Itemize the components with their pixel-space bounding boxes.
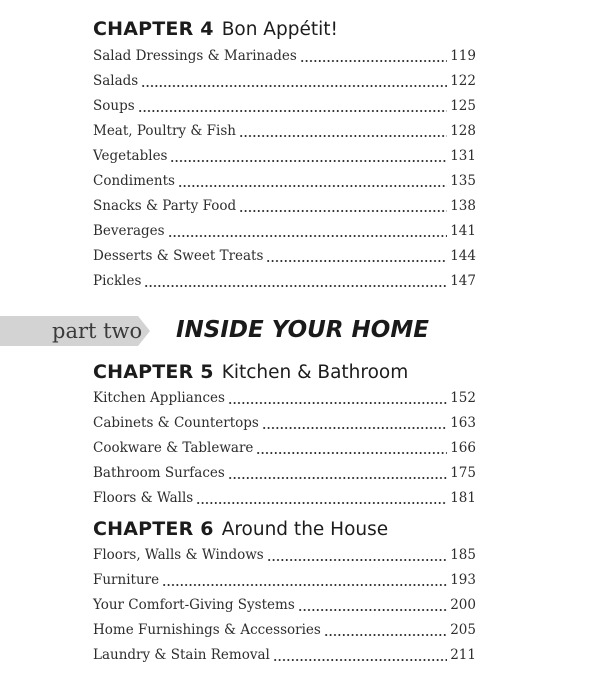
dot-leader bbox=[228, 402, 447, 404]
entry-title: Cabinets & Countertops bbox=[93, 415, 259, 431]
entry-title: Salads bbox=[93, 73, 139, 89]
chapter-title: Kitchen & Bathroom bbox=[221, 362, 409, 383]
toc-entry[interactable] bbox=[93, 593, 476, 618]
dot-leader bbox=[141, 85, 447, 87]
toc-entry[interactable] bbox=[93, 194, 476, 219]
entry-title: Furniture bbox=[93, 572, 160, 588]
toc-entry[interactable] bbox=[93, 461, 476, 486]
chapter-title: Around the House bbox=[221, 519, 389, 540]
chapter-5-heading bbox=[93, 361, 408, 389]
dot-leader bbox=[196, 502, 447, 504]
entry-title: Home Furnishings & Accessories bbox=[93, 622, 321, 638]
entry-title: Cookware & Tableware bbox=[93, 440, 254, 456]
entry-title: Bathroom Surfaces bbox=[93, 465, 225, 481]
chapter-number: CHAPTER 4 bbox=[93, 18, 214, 40]
dot-leader bbox=[170, 160, 447, 162]
toc-entry[interactable] bbox=[93, 244, 476, 269]
entry-title: Floors, Walls & Windows bbox=[93, 547, 264, 563]
toc-entry[interactable] bbox=[93, 486, 476, 511]
toc-entry[interactable] bbox=[93, 643, 476, 668]
entry-title: Your Comfort-Giving Systems bbox=[93, 597, 295, 613]
dot-leader bbox=[138, 110, 448, 112]
dot-leader bbox=[256, 452, 447, 454]
entry-title: Snacks & Party Food bbox=[93, 198, 237, 214]
toc-entry[interactable] bbox=[93, 69, 476, 94]
entry-page: 141 bbox=[450, 223, 476, 239]
dot-leader bbox=[266, 260, 447, 262]
chapter-4-entries bbox=[93, 44, 476, 294]
entry-title: Pickles bbox=[93, 273, 142, 289]
part-title: INSIDE YOUR HOME bbox=[176, 317, 429, 343]
entry-page: 128 bbox=[450, 123, 476, 139]
entry-title: Soups bbox=[93, 98, 135, 114]
entry-title: Vegetables bbox=[93, 148, 168, 164]
entry-title: Beverages bbox=[93, 223, 165, 239]
entry-page: 135 bbox=[450, 173, 476, 189]
entry-page: 122 bbox=[450, 73, 476, 89]
entry-page: 200 bbox=[450, 597, 476, 613]
part-label: part two bbox=[52, 319, 143, 343]
entry-page: 166 bbox=[450, 440, 476, 456]
entry-page: 181 bbox=[450, 490, 476, 506]
entry-page: 131 bbox=[450, 148, 476, 164]
dot-leader bbox=[144, 285, 447, 287]
dot-leader bbox=[300, 60, 447, 62]
toc-entry[interactable] bbox=[93, 119, 476, 144]
entry-page: 205 bbox=[450, 622, 476, 638]
toc-entry[interactable] bbox=[93, 44, 476, 69]
toc-entry[interactable] bbox=[93, 618, 476, 643]
dot-leader bbox=[298, 609, 447, 611]
entry-page: 193 bbox=[450, 572, 476, 588]
toc-entry[interactable] bbox=[93, 269, 476, 294]
entry-page: 138 bbox=[450, 198, 476, 214]
entry-page: 163 bbox=[450, 415, 476, 431]
toc-entry[interactable] bbox=[93, 543, 476, 568]
toc-entry[interactable] bbox=[93, 568, 476, 593]
dot-leader bbox=[239, 210, 447, 212]
entry-title: Meat, Poultry & Fish bbox=[93, 123, 236, 139]
dot-leader bbox=[324, 634, 447, 636]
dot-leader bbox=[162, 584, 447, 586]
entry-title: Desserts & Sweet Treats bbox=[93, 248, 264, 264]
toc-entry[interactable] bbox=[93, 219, 476, 244]
toc-entry[interactable] bbox=[93, 94, 476, 119]
chapter-4-heading bbox=[93, 18, 338, 46]
entry-page: 211 bbox=[450, 647, 476, 663]
entry-title: Kitchen Appliances bbox=[93, 390, 225, 406]
dot-leader bbox=[273, 659, 447, 661]
entry-page: 125 bbox=[450, 98, 476, 114]
entry-page: 147 bbox=[450, 273, 476, 289]
entry-page: 119 bbox=[450, 48, 476, 64]
dot-leader bbox=[168, 235, 448, 237]
dot-leader bbox=[262, 427, 447, 429]
toc-entry[interactable] bbox=[93, 386, 476, 411]
toc-entry[interactable] bbox=[93, 436, 476, 461]
dot-leader bbox=[239, 135, 447, 137]
chapter-number: CHAPTER 5 bbox=[93, 361, 214, 383]
entry-page: 185 bbox=[450, 547, 476, 563]
chapter-number: CHAPTER 6 bbox=[93, 518, 214, 540]
entry-title: Salad Dressings & Marinades bbox=[93, 48, 297, 64]
entry-title: Laundry & Stain Removal bbox=[93, 647, 270, 663]
toc-entry[interactable] bbox=[93, 169, 476, 194]
entry-page: 152 bbox=[450, 390, 476, 406]
chapter-6-entries bbox=[93, 543, 476, 668]
entry-title: Floors & Walls bbox=[93, 490, 194, 506]
toc-entry[interactable] bbox=[93, 411, 476, 436]
entry-page: 144 bbox=[450, 248, 476, 264]
dot-leader bbox=[267, 559, 447, 561]
chapter-title: Bon Appétit! bbox=[221, 19, 338, 40]
chapter-5-entries bbox=[93, 386, 476, 511]
dot-leader bbox=[178, 185, 447, 187]
chapter-6-heading bbox=[93, 518, 388, 546]
entry-title: Condiments bbox=[93, 173, 175, 189]
dot-leader bbox=[228, 477, 447, 479]
entry-page: 175 bbox=[450, 465, 476, 481]
toc-entry[interactable] bbox=[93, 144, 476, 169]
